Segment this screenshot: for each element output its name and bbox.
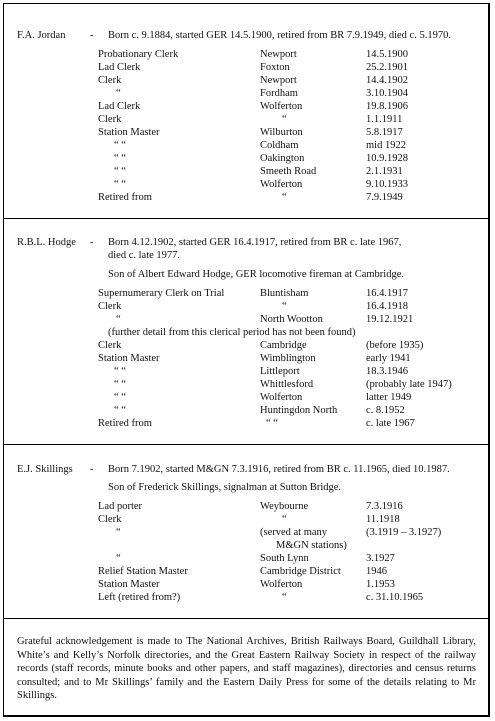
place: Bluntisham — [260, 288, 309, 299]
role: Probationary Clerk — [98, 49, 179, 60]
clerical-period-note: (further detail from this clerical period has not been found) — [108, 327, 356, 338]
role: Left (retired from?) — [98, 592, 181, 603]
role: Lad Clerk — [98, 101, 141, 112]
date: 7.3.1916 — [366, 501, 403, 512]
summary-hodge-line2: died c. late 1977. — [108, 250, 181, 261]
place: North Wootton — [260, 314, 323, 325]
date: 25.2.1901 — [366, 62, 408, 73]
role: Lad Clerk — [98, 62, 141, 73]
role: Clerk — [98, 301, 122, 312]
place: Smeeth Road — [260, 166, 317, 177]
date: 5.8.1917 — [366, 127, 403, 138]
place: Wolferton — [260, 101, 303, 112]
dash: - — [90, 237, 94, 248]
date: c. late 1967 — [366, 418, 415, 429]
role: “ “ — [114, 392, 126, 403]
date: mid 1922 — [366, 140, 406, 151]
place: Wolferton — [260, 392, 303, 403]
section-divider — [4, 444, 488, 445]
section-divider — [4, 618, 488, 619]
document-page — [3, 3, 490, 717]
role: Clerk — [98, 75, 122, 86]
place: “ — [282, 301, 287, 312]
role: Lad porter — [98, 501, 143, 512]
place: South Lynn — [260, 553, 309, 564]
role: Station Master — [98, 127, 160, 138]
date: 10.9.1928 — [366, 153, 408, 164]
summary-hodge-line1: Born 4.12.1902, started GER 16.4.1917, retired from BR c. late 1967, — [108, 237, 402, 248]
role: Retired from — [98, 192, 152, 203]
place: Littleport — [260, 366, 300, 377]
date: c. 31.10.1965 — [366, 592, 424, 603]
person-name-skillings: E.J. Skillings — [17, 464, 73, 475]
summary-jordan: Born c. 9.1884, started GER 14.5.1900, retired from BR 7.9.1949, died c. 5.1970. — [108, 30, 451, 41]
role: “ “ — [114, 405, 126, 416]
role: Retired from — [98, 418, 152, 429]
date: 1946 — [366, 566, 387, 577]
date: 16.4.1917 — [366, 288, 408, 299]
date: latter 1949 — [366, 392, 412, 403]
role: “ “ — [114, 153, 126, 164]
place: Huntingdon North — [260, 405, 338, 416]
place: “ — [282, 592, 287, 603]
role: “ “ — [114, 140, 126, 151]
date: 19.12.1921 — [366, 314, 414, 325]
place: Wilburton — [260, 127, 303, 138]
person-name-hodge: R.B.L. Hodge — [17, 237, 76, 248]
place: “ “ — [266, 418, 278, 429]
date: 18.3.1946 — [366, 366, 408, 377]
date: 3.10.1904 — [366, 88, 408, 99]
role: “ — [116, 553, 121, 564]
son-of-skillings: Son of Frederick Skillings, signalman at Sutton Bridge. — [108, 482, 342, 493]
place: M&GN stations) — [276, 540, 347, 551]
role: Relief Station Master — [98, 566, 188, 577]
date: 1.1953 — [366, 579, 395, 590]
dash: - — [90, 464, 94, 475]
date: (probably late 1947) — [366, 379, 452, 390]
place: Oakington — [260, 153, 305, 164]
role: “ — [116, 314, 121, 325]
place: Weybourne — [260, 501, 309, 512]
place: Newport — [260, 49, 297, 60]
role: “ “ — [114, 379, 126, 390]
place: “ — [282, 192, 287, 203]
place: Foxton — [260, 62, 290, 73]
person-name-jordan: F.A. Jordan — [17, 30, 66, 41]
place: Wimblington — [260, 353, 316, 364]
date: 14.4.1902 — [366, 75, 408, 86]
role: Clerk — [98, 340, 122, 351]
date: 9.10.1933 — [366, 179, 408, 190]
place: “ — [282, 514, 287, 525]
role: “ “ — [114, 166, 126, 177]
son-of-hodge: Son of Albert Edward Hodge, GER locomotive fireman at Cambridge. — [108, 269, 404, 280]
date: (3.1919 – 3.1927) — [366, 527, 442, 538]
date: 2.1.1931 — [366, 166, 403, 177]
dash: - — [90, 30, 94, 41]
date: c. 8.1952 — [366, 405, 405, 416]
date: 1.1.1911 — [366, 114, 403, 125]
place: Coldham — [260, 140, 299, 151]
place: (served at many — [260, 527, 328, 538]
section-divider — [4, 218, 488, 219]
role: Station Master — [98, 353, 160, 364]
date: 14.5.1900 — [366, 49, 408, 60]
date: 7.9.1949 — [366, 192, 403, 203]
date: 3.1927 — [366, 553, 395, 564]
date: early 1941 — [366, 353, 411, 364]
date: 16.4.1918 — [366, 301, 408, 312]
date: 11.1918 — [366, 514, 400, 525]
role: Supernumerary Clerk on Trial — [98, 288, 225, 299]
role: “ “ — [114, 366, 126, 377]
place: Newport — [260, 75, 297, 86]
date: (before 1935) — [366, 340, 424, 351]
role: “ — [116, 527, 121, 538]
role: Station Master — [98, 579, 160, 590]
summary-skillings: Born 7.1902, started M&GN 7.3.1916, retired from BR c. 11.1965, died 10.1987. — [108, 464, 450, 475]
role: Clerk — [98, 514, 122, 525]
date: 19.8.1906 — [366, 101, 408, 112]
acknowledgement-paragraph: Grateful acknowledgement is made to The National Archives, British Railways Board, Guildhall Library, White’s and Kelly’s Norfolk directories, and the Great Eastern Railway Society in respect of the railway records (staff records, minute books and other papers, and staff magazines), directories and census returns consulted; and to Mr Skillings’ family and the Eastern Daily Press for some of the details relating to Mr Skillings. — [17, 636, 476, 701]
place: Wolferton — [260, 579, 303, 590]
place: Wolferton — [260, 179, 303, 190]
role: “ “ — [114, 179, 126, 190]
role: Clerk — [98, 114, 122, 125]
place: Cambridge District — [260, 566, 341, 577]
place: “ — [282, 114, 287, 125]
place: Cambridge — [260, 340, 307, 351]
place: Fordham — [260, 88, 298, 99]
role: “ — [116, 88, 121, 99]
place: Whittlesford — [260, 379, 314, 390]
